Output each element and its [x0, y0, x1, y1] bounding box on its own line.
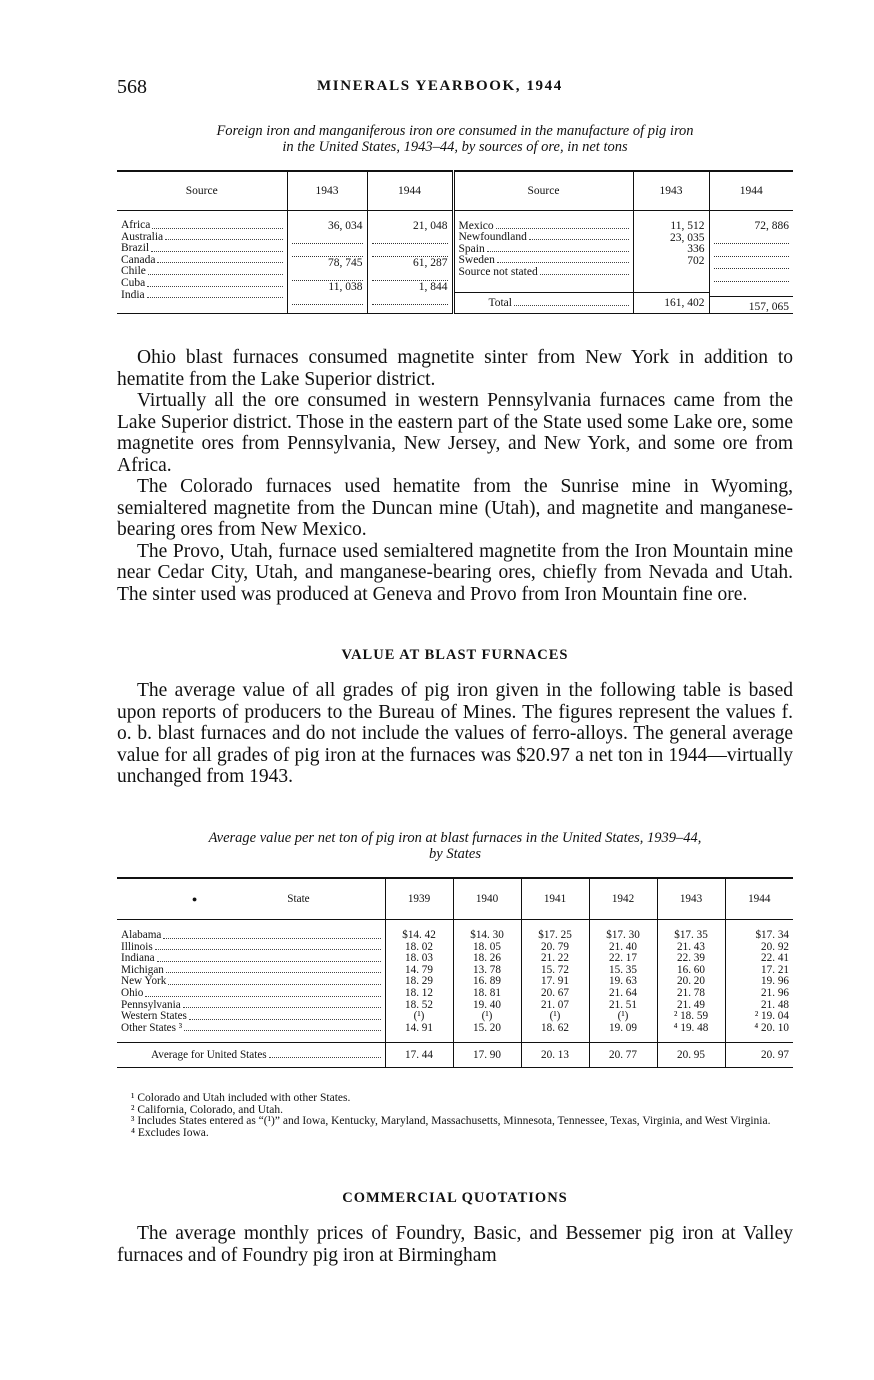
state-name: Michigan [117, 965, 385, 977]
paragraph: The average monthly prices of Foundry, Basic, and Bessemer pig iron at Valley furnaces and of Foundry pig iron at Birmingham [117, 1223, 793, 1266]
avg-1941: 20. 13 [521, 1043, 589, 1068]
col-1939: 1939 [385, 878, 453, 920]
value-cell: 13. 78 [453, 965, 521, 977]
footnote: ⁴ Excludes Iowa. [131, 1126, 209, 1139]
value-cell: 18. 02 [385, 942, 453, 954]
table1-caption-line2: in the United States, 1943–44, by sources of ore, in net tons [282, 139, 628, 155]
table-row [117, 988, 793, 1000]
list-item: Australia [121, 232, 283, 244]
list-item: Africa [121, 220, 283, 232]
avg-1940: 17. 90 [453, 1043, 521, 1068]
paragraph: The average value of all grades of pig iron given in the following table is based upon reports of producers to the Bureau of Mines. The figures represent the values f. o. b. blast furnaces and do not include the values of ferro-alloys. The general average value for all grades of pig iron at the furnaces was $20.97 a net ton in 1944—virtually unchanged from 1943. [117, 680, 793, 787]
list-item: India [121, 290, 283, 302]
value-cell: 21. 48 [761, 998, 789, 1011]
value-cell: (¹) [453, 1011, 521, 1023]
table-row [117, 1023, 793, 1035]
value-cell: $17. 25 [521, 930, 589, 942]
table2-caption-line2: by States [429, 846, 481, 862]
section-heading-value: VALUE AT BLAST FURNACES [341, 647, 569, 663]
value-cell: 22. 39 [657, 953, 725, 965]
list-item: Sweden [459, 255, 629, 267]
list-item: Newfoundland [459, 232, 629, 244]
value-cell: 19. 96 [761, 975, 789, 988]
avg-1942: 20. 77 [589, 1043, 657, 1068]
paragraph-block-3 [117, 1223, 793, 1266]
value-cell: 18. 03 [385, 953, 453, 965]
average-label: Average for United States [117, 1043, 385, 1068]
col-1943: 1943 [657, 878, 725, 920]
value-cell: 19. 09 [589, 1023, 657, 1035]
state-name: Pennsylvania [117, 1000, 385, 1012]
footnote: ¹ Colorado and Utah included with other States. [131, 1092, 351, 1104]
value-cell: 15. 35 [589, 965, 657, 977]
value-cell: 21. 43 [657, 942, 725, 954]
footnote: ² California, Colorado, and Utah. [131, 1103, 283, 1116]
paragraph: Virtually all the ore consumed in western Pennsylvania furnaces came from the Lake Superior district. Those in the eastern part of the State used some Lake ore, some magnetite ores from Pennsylvania, New Jersey, and New York, and some ore from Africa. [117, 390, 793, 476]
value-cell: 16. 60 [657, 965, 725, 977]
value-cell: ⁴ 20. 10 [754, 1021, 789, 1034]
value-cell: 15. 20 [453, 1023, 521, 1035]
left-sources [117, 211, 287, 314]
value-cell: 21. 22 [521, 953, 589, 965]
value-cell: 20. 20 [657, 976, 725, 988]
right-sources [453, 211, 633, 314]
value-cell: $14. 30 [453, 930, 521, 942]
value-cell: (¹) [589, 1011, 657, 1023]
state-name: Ohio [117, 988, 385, 1000]
value-cell: (¹) [521, 1011, 589, 1023]
value-cell: 20. 67 [521, 988, 589, 1000]
col-1941: 1941 [521, 878, 589, 920]
avg-1939: 17. 44 [385, 1043, 453, 1068]
page-number: 568 [117, 76, 147, 98]
right-1944-values: 72, 886 157, 065 [709, 211, 793, 314]
col-1943-right: 1943 [633, 171, 709, 211]
value-cell: 21. 51 [589, 1000, 657, 1012]
table2-caption-line1: Average value per net ton of pig iron at blast furnaces in the United States, 1939–44, [208, 830, 702, 846]
col-source-left: Source [117, 171, 287, 211]
value-cell: 22. 17 [589, 953, 657, 965]
col-1940: 1940 [453, 878, 521, 920]
col-1944-left: 1944 [367, 171, 453, 211]
list-item: Cuba [121, 278, 283, 290]
pig-iron-value-table [117, 877, 793, 1068]
state-name: Western States [117, 1011, 385, 1023]
left-1944-values: 21, 048 61, 287 1, 844 [367, 211, 453, 314]
value-cell: $17. 34 [755, 929, 789, 941]
list-item: Source not stated [459, 266, 629, 278]
page-header [117, 76, 795, 102]
value-cell: 15. 72 [521, 965, 589, 977]
table1-caption [112, 123, 798, 155]
value-cell: 18. 52 [385, 1000, 453, 1012]
value-cell: 21. 07 [521, 1000, 589, 1012]
state-name: Alabama [117, 930, 385, 942]
value-cell: 14. 91 [385, 1023, 453, 1035]
value-cell: 18. 81 [453, 988, 521, 1000]
col-source-right: Source [453, 171, 633, 211]
table1-caption-line1: Foreign iron and manganiferous iron ore consumed in the manufacture of pig iron [216, 123, 694, 139]
value-cell: $14. 42 [385, 930, 453, 942]
list-item: Chile [121, 266, 283, 278]
col-1942: 1942 [589, 878, 657, 920]
value-cell: 18. 12 [385, 988, 453, 1000]
value-cell: ² 18. 59 [657, 1011, 725, 1023]
value-cell: 18. 62 [521, 1023, 589, 1035]
paragraph-block-1 [117, 347, 793, 605]
value-cell: 21. 40 [589, 942, 657, 954]
left-1943-values: 36, 034 78, 745 11, 038 [287, 211, 367, 314]
right-1943-values: 11, 512 23, 035 336 702 161, 402 [633, 211, 709, 314]
col-1944: 1944 [725, 878, 793, 920]
paragraph-block-2 [117, 680, 793, 788]
value-cell: 20. 92 [761, 940, 789, 953]
table-row [117, 930, 793, 942]
col-1944-right: 1944 [709, 171, 793, 211]
value-cell: 18. 05 [453, 942, 521, 954]
value-cell: ² 19. 04 [754, 1010, 789, 1023]
list-item: Spain [459, 243, 629, 255]
value-cell: 19. 40 [453, 1000, 521, 1012]
value-cell: $17. 30 [589, 930, 657, 942]
paragraph: The Provo, Utah, furnace used semialtered magnetite from the Iron Mountain mine near Cedar City, Utah, and manganese-bearing ores, chiefly from Nevada and Utah. The sinter used was produced at Geneva and Provo from Iron Mountain fine ore. [117, 540, 793, 605]
section-heading-quotations: COMMERCIAL QUOTATIONS [342, 1190, 568, 1206]
table-row [117, 1011, 793, 1023]
col-state: ● State [117, 878, 385, 920]
value-cell: 21. 64 [589, 988, 657, 1000]
avg-1943: 20. 95 [657, 1043, 725, 1068]
avg-1944: 20. 97 [761, 1048, 789, 1061]
value-cell: 21. 49 [657, 1000, 725, 1012]
ore-sources-table [117, 170, 793, 314]
value-cell: 18. 26 [453, 953, 521, 965]
state-name: New York [117, 976, 385, 988]
value-cell: (¹) [385, 1011, 453, 1023]
total-label: Total [459, 293, 629, 309]
footnotes [117, 1093, 793, 1139]
state-name: Indiana [117, 953, 385, 965]
value-cell: 18. 29 [385, 976, 453, 988]
list-item: Mexico [459, 220, 629, 232]
list-item: Brazil [121, 243, 283, 255]
value-cell: 21. 96 [761, 986, 789, 999]
value-cell: 17. 21 [761, 963, 789, 976]
table2-caption [112, 830, 798, 862]
paragraph: Ohio blast furnaces consumed magnetite sinter from New York in addition to hematite from the Lake Superior district. [117, 347, 793, 390]
value-cell: 20. 79 [521, 942, 589, 954]
value-cell: 16. 89 [453, 976, 521, 988]
col-1943-left: 1943 [287, 171, 367, 211]
state-name: Illinois [117, 942, 385, 954]
list-item: Canada [121, 255, 283, 267]
running-title: MINERALS YEARBOOK, 1944 [317, 78, 563, 94]
value-cell: 22. 41 [761, 952, 789, 965]
value-cell: 14. 79 [385, 965, 453, 977]
value-cell: 19. 63 [589, 976, 657, 988]
value-cell: 17. 91 [521, 976, 589, 988]
value-cell: $17. 35 [657, 930, 725, 942]
paragraph: The Colorado furnaces used hematite from the Sunrise mine in Wyoming, semialtered magnetite from the Duncan mine (Utah), and magnetite and manganese-bearing ores from New Mexico. [117, 476, 793, 540]
footnote: ³ Includes States entered as “(¹)” and Iowa, Kentucky, Maryland, Massachusetts, Minnesota, Tennessee, Texas, Virginia, and West Virginia. [131, 1115, 771, 1127]
state-name: Other States ³ [117, 1023, 385, 1035]
value-cell: ⁴ 19. 48 [657, 1023, 725, 1035]
value-cell: 21. 78 [657, 988, 725, 1000]
